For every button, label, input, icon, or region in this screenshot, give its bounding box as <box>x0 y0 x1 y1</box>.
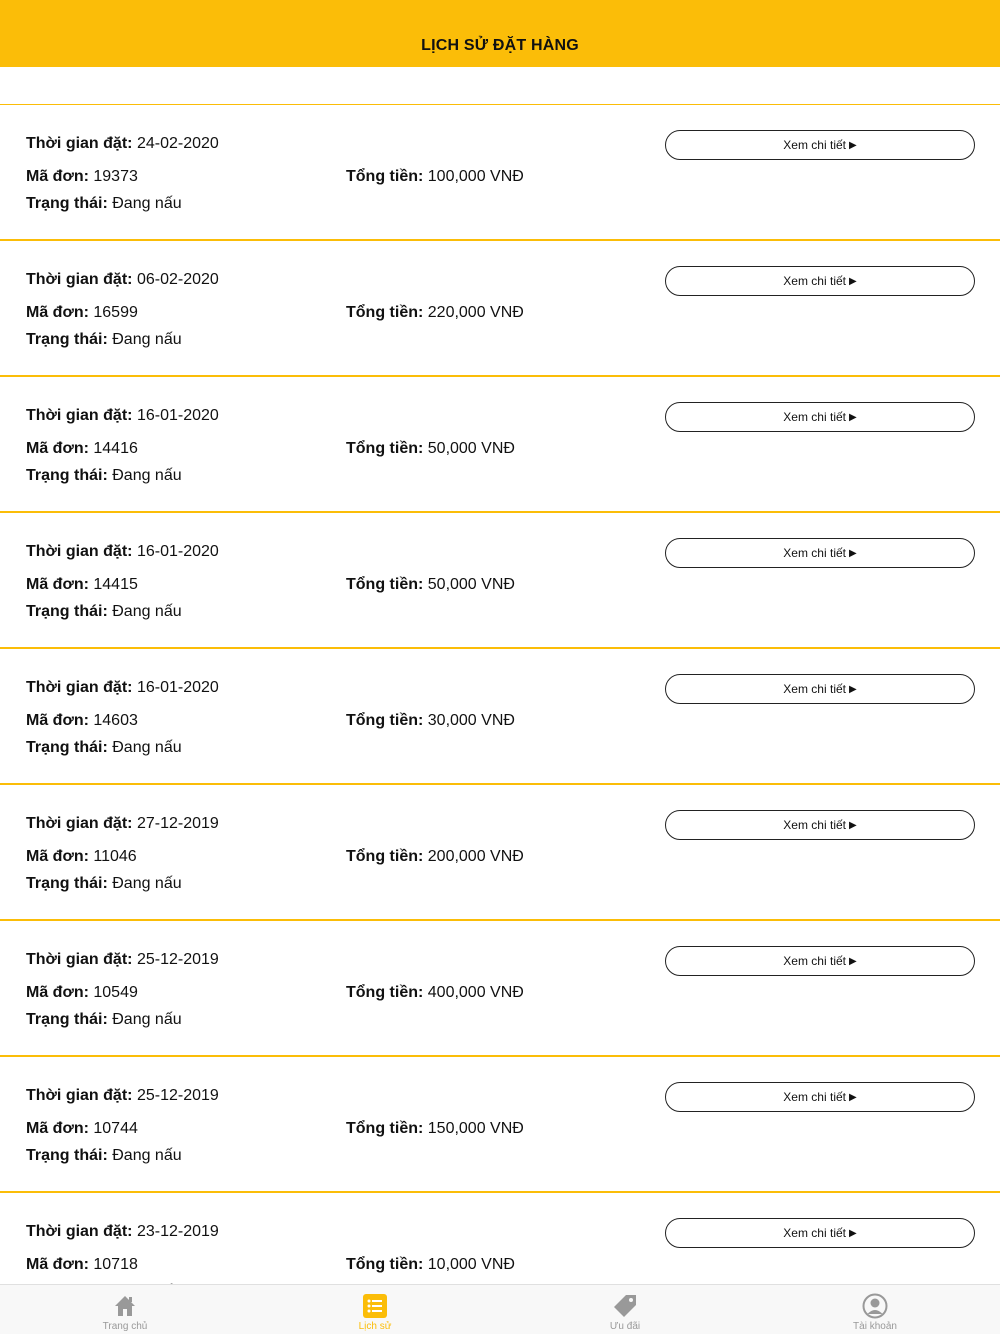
order-code-label: Mã đơn: <box>26 848 89 865</box>
order-time-label: Thời gian đặt: <box>26 1223 133 1240</box>
order-total-value: 50,000 VNĐ <box>427 576 515 593</box>
order-total <box>346 712 515 730</box>
order-time-value: 25-12-2019 <box>136 1087 219 1104</box>
view-detail-label: Xem chi tiết <box>783 682 846 696</box>
order-time-value: 25-12-2019 <box>136 951 219 968</box>
play-arrow-icon: ▶ <box>849 547 857 559</box>
order-item <box>0 1057 1000 1193</box>
order-time-value: 27-12-2019 <box>136 815 219 832</box>
order-code <box>26 440 138 458</box>
order-item <box>0 377 1000 513</box>
order-total-label: Tổng tiền: <box>346 168 424 185</box>
order-total <box>346 168 524 186</box>
tab-home[interactable] <box>0 1285 250 1334</box>
order-code <box>26 1256 138 1274</box>
tab-account[interactable] <box>750 1285 1000 1334</box>
order-code <box>26 984 138 1002</box>
order-item <box>0 241 1000 377</box>
order-code-value: 14415 <box>93 576 138 593</box>
order-total-value: 10,000 VNĐ <box>427 1256 515 1273</box>
order-total-label: Tổng tiền: <box>346 984 424 1001</box>
order-item <box>0 785 1000 921</box>
order-code-value: 19373 <box>93 168 138 185</box>
order-code-label: Mã đơn: <box>26 168 89 185</box>
view-detail-button[interactable] <box>665 810 975 840</box>
order-code-value: 14416 <box>93 440 138 457</box>
order-status-value: Đang nấu <box>112 603 182 620</box>
play-arrow-icon: ▶ <box>849 139 857 151</box>
view-detail-button[interactable] <box>665 266 975 296</box>
order-time-value: 24-02-2020 <box>136 135 219 152</box>
view-detail-label: Xem chi tiết <box>783 274 846 288</box>
view-detail-label: Xem chi tiết <box>783 1090 846 1104</box>
list-top-spacer <box>0 67 1000 105</box>
order-total-label: Tổng tiền: <box>346 1120 424 1137</box>
order-total <box>346 576 515 594</box>
play-arrow-icon: ▶ <box>849 1227 857 1239</box>
order-time <box>26 271 219 289</box>
order-code <box>26 168 138 186</box>
view-detail-button[interactable] <box>665 402 975 432</box>
home-icon <box>112 1293 138 1319</box>
header-bar <box>0 0 1000 67</box>
play-arrow-icon: ▶ <box>849 819 857 831</box>
play-arrow-icon: ▶ <box>849 411 857 423</box>
order-status <box>26 603 182 621</box>
order-total-value: 200,000 VNĐ <box>427 848 524 865</box>
tab-home-label: Trang chủ <box>102 1321 148 1332</box>
order-code-label: Mã đơn: <box>26 712 89 729</box>
play-arrow-icon: ▶ <box>849 275 857 287</box>
view-detail-button[interactable] <box>665 1082 975 1112</box>
order-status-value: Đang nấu <box>112 875 182 892</box>
order-status-value: Đang nấu <box>112 739 182 756</box>
order-total <box>346 848 524 866</box>
order-status <box>26 331 182 349</box>
order-item <box>0 649 1000 785</box>
page-title: LỊCH SỬ ĐẶT HÀNG <box>421 37 579 54</box>
order-time-label: Thời gian đặt: <box>26 135 133 152</box>
order-total-value: 30,000 VNĐ <box>427 712 515 729</box>
order-time-value: 06-02-2020 <box>136 271 219 288</box>
view-detail-button[interactable] <box>665 1218 975 1248</box>
order-time <box>26 1087 219 1105</box>
view-detail-label: Xem chi tiết <box>783 818 846 832</box>
order-total <box>346 304 524 322</box>
tab-history[interactable] <box>250 1285 500 1334</box>
order-time-label: Thời gian đặt: <box>26 271 133 288</box>
order-time-value: 16-01-2020 <box>136 543 219 560</box>
order-time-label: Thời gian đặt: <box>26 815 133 832</box>
view-detail-button[interactable] <box>665 946 975 976</box>
order-total-label: Tổng tiền: <box>346 1256 424 1273</box>
order-code-value: 10549 <box>93 984 138 1001</box>
view-detail-button[interactable] <box>665 538 975 568</box>
order-total-value: 50,000 VNĐ <box>427 440 515 457</box>
view-detail-label: Xem chi tiết <box>783 954 846 968</box>
order-status-label: Trạng thái: <box>26 467 108 484</box>
order-code-value: 11046 <box>93 848 137 865</box>
order-total-value: 100,000 VNĐ <box>427 168 524 185</box>
order-time-label: Thời gian đặt: <box>26 543 133 560</box>
order-status-value: Đang nấu <box>112 195 182 212</box>
order-item <box>0 513 1000 649</box>
order-status-label: Trạng thái: <box>26 739 108 756</box>
order-time <box>26 135 219 153</box>
order-total-label: Tổng tiền: <box>346 848 424 865</box>
order-time-value: 16-01-2020 <box>136 407 219 424</box>
order-time <box>26 1223 219 1241</box>
order-code <box>26 304 138 322</box>
order-total-label: Tổng tiền: <box>346 304 424 321</box>
view-detail-button[interactable] <box>665 674 975 704</box>
order-status-value: Đang nấu <box>112 1147 182 1164</box>
order-status-label: Trạng thái: <box>26 195 108 212</box>
order-code <box>26 712 138 730</box>
order-code-label: Mã đơn: <box>26 1256 89 1273</box>
order-code <box>26 1120 138 1138</box>
order-code-label: Mã đơn: <box>26 984 89 1001</box>
order-status <box>26 739 182 757</box>
order-status-label: Trạng thái: <box>26 1147 108 1164</box>
order-code-label: Mã đơn: <box>26 304 89 321</box>
order-status-value: Đang nấu <box>112 1011 182 1028</box>
tab-promotions[interactable] <box>500 1285 750 1334</box>
order-total <box>346 440 515 458</box>
order-total <box>346 1256 515 1274</box>
play-arrow-icon: ▶ <box>849 955 857 967</box>
order-item <box>0 921 1000 1057</box>
order-time-label: Thời gian đặt: <box>26 1087 133 1104</box>
play-arrow-icon: ▶ <box>849 1091 857 1103</box>
order-status-value: Đang nấu <box>112 331 182 348</box>
order-code-value: 10744 <box>93 1120 138 1137</box>
order-code-label: Mã đơn: <box>26 576 89 593</box>
order-total-value: 150,000 VNĐ <box>427 1120 524 1137</box>
order-total <box>346 1120 524 1138</box>
order-total-value: 220,000 VNĐ <box>427 304 524 321</box>
order-status <box>26 467 182 485</box>
order-time <box>26 543 219 561</box>
order-time <box>26 407 219 425</box>
order-time <box>26 951 219 969</box>
tab-promotions-label: Ưu đãi <box>609 1321 641 1332</box>
order-total-label: Tổng tiền: <box>346 440 424 457</box>
order-status-label: Trạng thái: <box>26 1011 108 1028</box>
view-detail-label: Xem chi tiết <box>783 546 846 560</box>
order-total-label: Tổng tiền: <box>346 576 424 593</box>
order-code-value: 10718 <box>93 1256 138 1273</box>
order-list[interactable] <box>0 67 1000 1284</box>
order-code-label: Mã đơn: <box>26 440 89 457</box>
order-code-value: 14603 <box>93 712 138 729</box>
order-total <box>346 984 524 1002</box>
order-status-label: Trạng thái: <box>26 875 108 892</box>
order-time-label: Thời gian đặt: <box>26 407 133 424</box>
order-time-label: Thời gian đặt: <box>26 679 133 696</box>
order-code <box>26 848 137 866</box>
tab-account-label: Tài khoản <box>853 1321 897 1332</box>
order-status <box>26 1147 182 1165</box>
order-status <box>26 1011 182 1029</box>
order-time-label: Thời gian đặt: <box>26 951 133 968</box>
order-code-label: Mã đơn: <box>26 1120 89 1137</box>
order-status <box>26 875 182 893</box>
tab-bar <box>0 1284 1000 1334</box>
order-status <box>26 195 182 213</box>
order-status-label: Trạng thái: <box>26 603 108 620</box>
order-time <box>26 679 219 697</box>
order-code <box>26 576 138 594</box>
play-arrow-icon: ▶ <box>849 683 857 695</box>
tab-history-label: Lịch sử <box>358 1321 392 1332</box>
order-status-value: Đang nấu <box>112 467 182 484</box>
order-time <box>26 815 219 833</box>
order-item <box>0 105 1000 241</box>
view-detail-label: Xem chi tiết <box>783 410 846 424</box>
view-detail-label: Xem chi tiết <box>783 138 846 152</box>
list-icon <box>362 1293 388 1319</box>
tag-icon <box>612 1293 638 1319</box>
view-detail-label: Xem chi tiết <box>783 1226 846 1240</box>
order-total-value: 400,000 VNĐ <box>427 984 524 1001</box>
order-time-value: 23-12-2019 <box>136 1223 219 1240</box>
view-detail-button[interactable] <box>665 130 975 160</box>
order-status-label: Trạng thái: <box>26 331 108 348</box>
order-total-label: Tổng tiền: <box>346 712 424 729</box>
order-time-value: 16-01-2020 <box>136 679 219 696</box>
user-icon <box>862 1293 888 1319</box>
order-code-value: 16599 <box>93 304 138 321</box>
